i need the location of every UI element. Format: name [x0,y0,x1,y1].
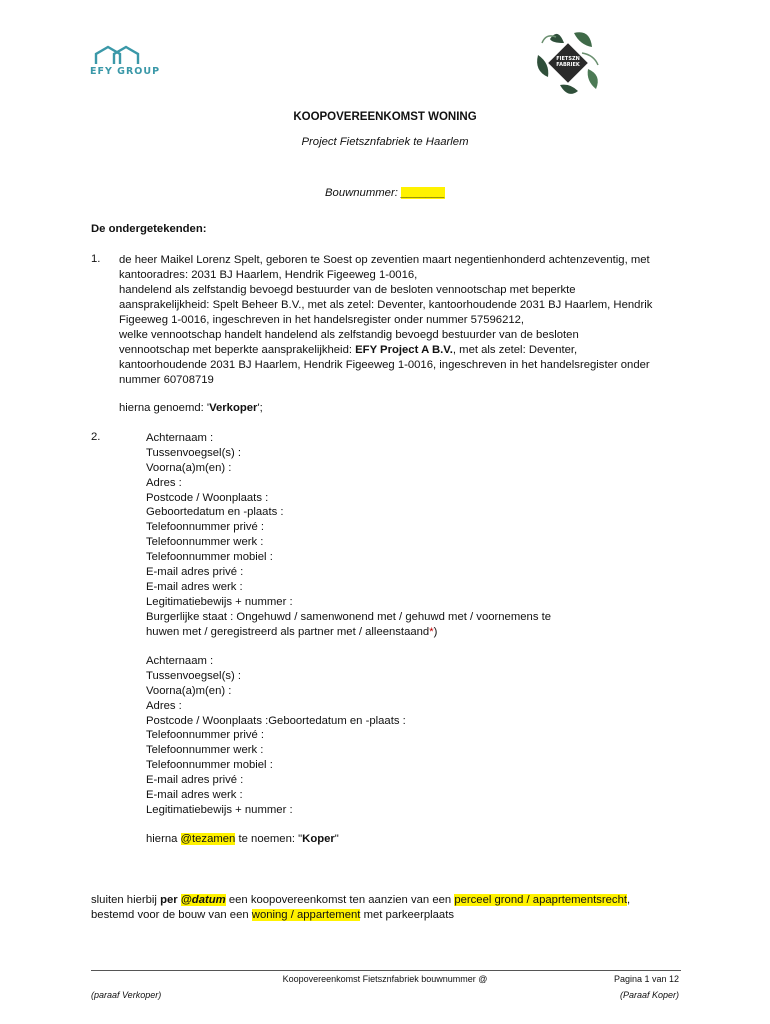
tezamen-placeholder: @tezamen [180,833,236,845]
perceel-option: perceel grond / apaprtementsrecht [454,894,628,906]
form-field-label: Voorna(a)m(en) : [146,684,232,697]
closing-text: bestemd voor de bouw van een [91,909,252,921]
party2-fields-b [146,654,406,818]
party1-number: 1. [91,253,101,265]
fietsznfabriek-logo [530,25,606,101]
party1-named-text: '; [257,402,263,414]
party1-named-text: hierna genoemd: ' [119,402,210,414]
marital-close: ) [433,625,438,638]
form-field-label: Telefoonnummer werk : [146,744,264,757]
form-field-label: Postcode / Woonplaats : [146,491,269,504]
party1-line [119,343,684,358]
form-field-label: E-mail adres werk : [146,789,243,802]
footer-document-name: Koopovereenkomst Fietsznfabriek bouwnummer @ [282,974,488,984]
form-field-label: Legitimatiebewijs + nummer : [146,803,293,816]
verkoper-label: Verkoper [209,402,258,414]
party1-line: aansprakelijkheid: Spelt Beheer B.V., met als zetel: Deventer, kantoorhoudende 2031 BJ Haarlem, Hendrik [119,299,653,311]
logo-text-line2: FABRIEK [556,62,580,68]
document-title: KOOPOVEREENKOMST WONING [293,111,477,123]
form-field-label: Telefoonnummer privé : [146,729,265,742]
party1-named [119,401,684,416]
per-label: per [160,894,181,906]
company-name: EFY Project A B.V. [355,344,453,356]
party1-line: Figeeweg 1-0016, ingeschreven in het handelsregister onder nummer 57596212, [119,314,525,326]
closing-paragraph [91,893,630,923]
closing-text: , [627,894,631,906]
party2-named-text: hierna [146,833,181,845]
form-field-label: Tussenvoegsel(s) : [146,669,242,682]
efy-logo-text: EFY GROUP [90,66,161,77]
form-field-label: Tussenvoegsel(s) : [146,446,242,459]
logo-text-line1: FIETSZN [556,56,580,62]
closing-text: sluiten hierbij [91,894,161,906]
party1-line7-text: vennootschap met beperkte aansprakelijkheid: [119,344,356,356]
form-field-label: Adres : [146,476,182,489]
party2-number: 2. [91,431,101,443]
form-field-label: E-mail adres privé : [146,566,244,579]
document-subtitle: Project Fietsznfabriek te Haarlem [301,136,469,148]
form-field-label: Postcode / Woonplaats :Geboortedatum en -plaats : [146,714,406,727]
form-field-label: E-mail adres werk : [146,580,243,593]
form-field-label: Telefoonnummer mobiel : [146,759,273,772]
party2-named-text: te noemen: " [235,833,303,845]
party1-line: handelend als zelfstandig bevoegd bestuurder van de besloten vennootschap met beperkte [119,284,576,296]
closing-line [91,908,630,923]
footer-paraaf-verkoper: (paraaf Verkoper) [91,990,162,1000]
datum-placeholder: @datum [180,894,226,906]
house-icon [90,44,154,66]
party2-fields-a [146,431,551,639]
footer-divider [91,970,681,971]
closing-text: een koopovereenkomst ten aanzien van een [225,894,455,906]
section-heading: De ondergetekenden: [91,223,207,235]
party1-line: welke vennootschap handelt handelend als zelfstandig bevoegd bestuurder van de besloten [119,329,579,341]
form-field-label: Legitimatiebewijs + nummer : [146,595,293,608]
closing-line [91,893,630,908]
footer-paraaf-koper: (Paraaf Koper) [619,990,679,1000]
form-field-label: Burgerlijke staat : Ongehuwd / samenwonend met / gehuwd met / voornemens te [146,610,552,623]
form-field-label: Telefoonnummer privé : [146,521,265,534]
form-field-label: Telefoonnummer mobiel : [146,551,273,564]
form-field-label: Voorna(a)m(en) : [146,461,232,474]
footer-page-number: Pagina 1 van 12 [613,974,679,984]
bouwnummer [0,187,770,199]
form-field-label: E-mail adres privé : [146,774,244,787]
marital-status-line2 [146,625,551,640]
closing-text: met parkeerplaats [360,909,454,921]
party1-line: de heer Maikel Lorenz Spelt, geboren te Soest op zeventien maart negentienhonderd achtenzeventig, met [119,254,650,266]
fietsznfabriek-logo-text [550,56,586,68]
woning-option: woning / appartement [251,909,361,921]
form-field-label: Adres : [146,699,182,712]
party2-named-text: " [334,833,339,845]
form-field-label: Achternaam : [146,655,214,667]
party1-line7-text: , met als zetel: Deventer, [452,344,578,356]
koper-label: Koper [302,833,335,845]
party1-line: kantooradres: 2031 BJ Haarlem, Hendrik Figeeweg 1-0016, [119,269,418,281]
footnote-marker: * [429,625,434,638]
form-field-label: Telefoonnummer werk : [146,536,264,549]
bouwnummer-label: Bouwnummer: [325,187,398,199]
party1-block [119,253,684,388]
party1-line: kantoorhoudende 2031 BJ Haarlem, Hendrik Figeeweg 1-0016, ingeschreven in het handelsregister onder [119,359,650,371]
bouwnummer-value: _______ [401,187,445,199]
party2-named [146,832,339,847]
party1-line: nummer 60708719 [119,374,214,386]
marital-status-options: huwen met / geregistreerd als partner met / alleenstaand [146,625,430,638]
form-field-label: Achternaam : [146,432,214,444]
efy-group-logo [90,44,170,84]
form-field-label: Geboortedatum en -plaats : [146,506,284,519]
